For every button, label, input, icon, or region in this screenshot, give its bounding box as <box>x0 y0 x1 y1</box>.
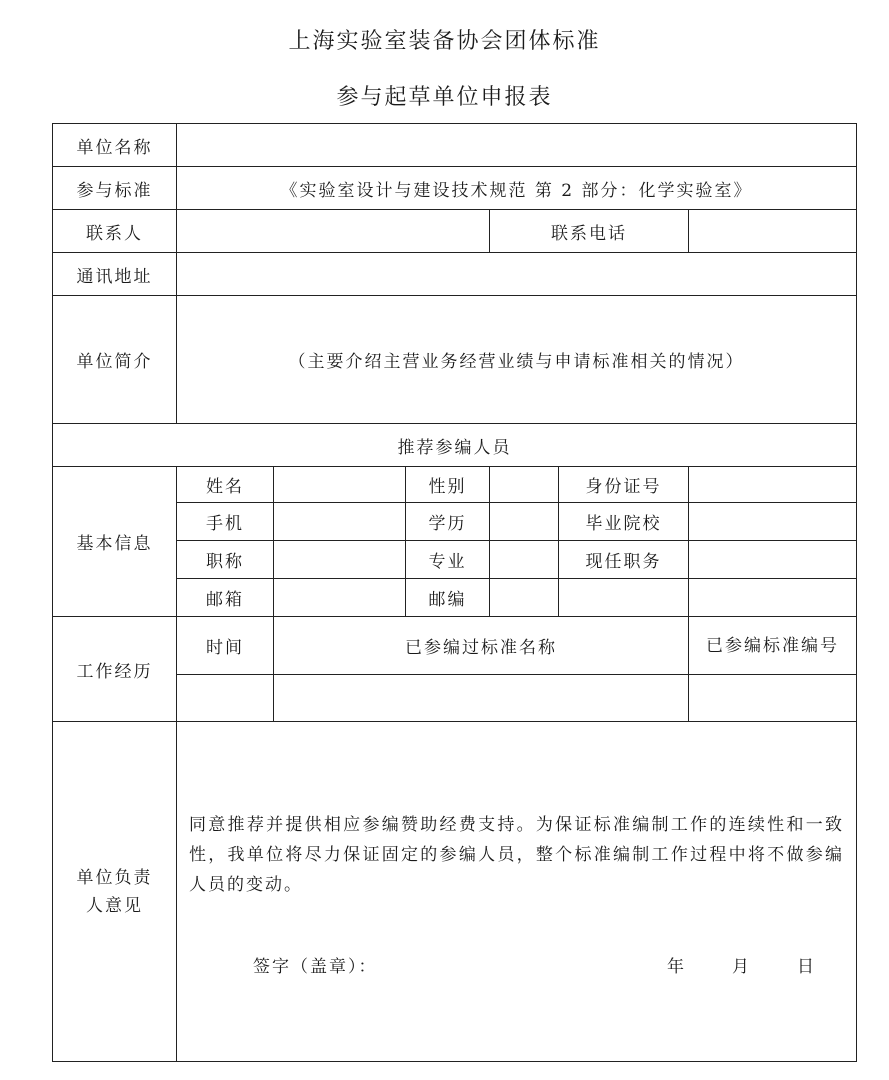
postcode-field[interactable] <box>490 579 559 617</box>
recommend-header: 推荐参编人员 <box>53 424 857 467</box>
contact-label: 联系人 <box>53 210 177 253</box>
major-field[interactable] <box>490 541 559 579</box>
unit-name-field[interactable] <box>177 124 857 167</box>
application-form-table <box>52 123 857 1062</box>
opinion-label: 单位负责人意见 <box>53 722 177 1062</box>
standard-label: 参与标准 <box>53 167 177 210</box>
day-label: 日 <box>797 957 816 977</box>
address-field[interactable] <box>177 253 857 296</box>
intro-field[interactable]: （主要介绍主营业务经营业绩与申请标准相关的情况） <box>177 296 857 424</box>
education-field[interactable] <box>490 503 559 541</box>
std-no-field[interactable] <box>689 675 857 722</box>
education-label: 学历 <box>406 503 490 541</box>
work-exp-label: 工作经历 <box>53 617 177 722</box>
form-title: 上海实验室装备协会团体标准 <box>288 29 601 54</box>
unit-name-label: 单位名称 <box>53 124 177 167</box>
std-name-label: 已参编过标准名称 <box>274 617 689 675</box>
school-field[interactable] <box>689 503 857 541</box>
position-label: 现任职务 <box>559 541 689 579</box>
address-label: 通讯地址 <box>53 253 177 296</box>
mobile-label: 手机 <box>177 503 274 541</box>
std-no-label: 已参编标准编号 <box>689 617 857 675</box>
contact-field[interactable] <box>177 210 490 253</box>
signature-label: 签字（盖章）： <box>253 957 378 977</box>
school-label: 毕业院校 <box>559 503 689 541</box>
gender-field[interactable] <box>490 467 559 503</box>
name-label: 姓名 <box>177 467 274 503</box>
name-field[interactable] <box>274 467 406 503</box>
email-label: 邮箱 <box>177 579 274 617</box>
time-label: 时间 <box>177 617 274 675</box>
date-line <box>667 952 816 977</box>
empty-cell <box>689 579 857 617</box>
month-label: 月 <box>732 957 751 977</box>
year-label: 年 <box>667 957 686 977</box>
empty-cell <box>559 579 689 617</box>
opinion-text: 同意推荐并提供相应参编赞助经费支持。为保证标准编制工作的连续性和一致性，我单位将尽力保证固定的参编人员，整个标准编制工作过程中将不做参编人员的变动。 <box>189 815 844 895</box>
basic-info-label: 基本信息 <box>53 467 177 617</box>
email-field[interactable] <box>274 579 406 617</box>
id-field[interactable] <box>689 467 857 503</box>
standard-field[interactable]: 《实验室设计与建设技术规范 第 2 部分：化学实验室》 <box>177 167 857 210</box>
title-label: 职称 <box>177 541 274 579</box>
mobile-field[interactable] <box>274 503 406 541</box>
gender-label: 性别 <box>406 467 490 503</box>
phone-label: 联系电话 <box>490 210 689 253</box>
form-subtitle: 参与起草单位申报表 <box>336 85 553 110</box>
phone-field[interactable] <box>689 210 857 253</box>
position-field[interactable] <box>689 541 857 579</box>
major-label: 专业 <box>406 541 490 579</box>
postcode-label: 邮编 <box>406 579 490 617</box>
opinion-cell <box>177 722 857 1062</box>
intro-label: 单位简介 <box>53 296 177 424</box>
std-name-field[interactable] <box>274 675 689 722</box>
title-field[interactable] <box>274 541 406 579</box>
id-label: 身份证号 <box>559 467 689 503</box>
time-field[interactable] <box>177 675 274 722</box>
